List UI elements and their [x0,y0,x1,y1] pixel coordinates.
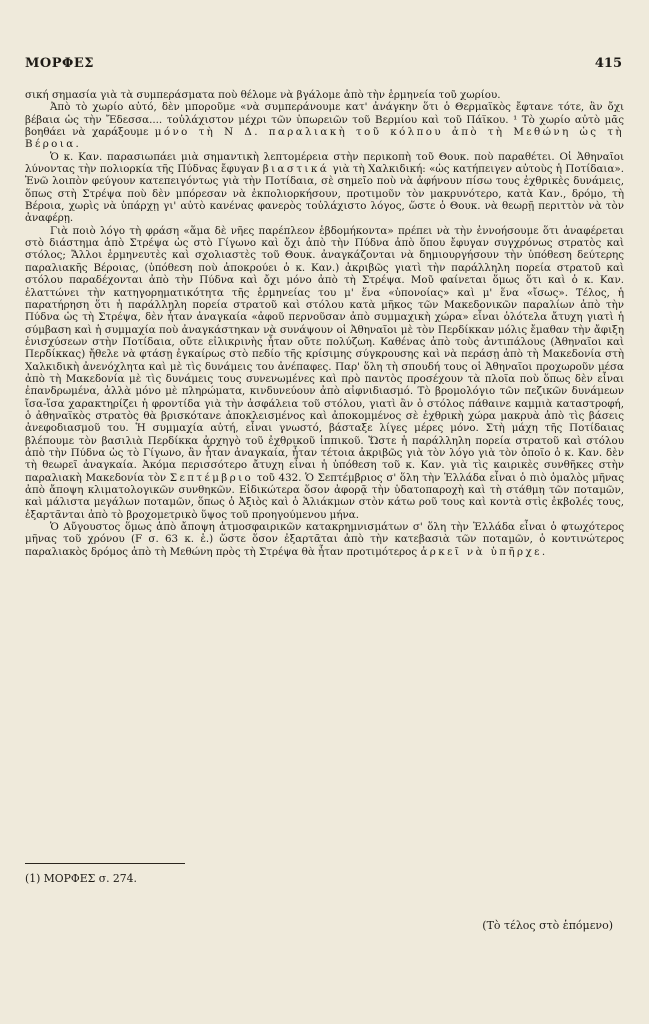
paragraph-4 [25,225,624,521]
journal-title: ΜΟΡΦΕΣ [25,56,94,71]
paragraph-3-text: Ὁ κ. Καν. παρασιωπάει μιὰ σημαντικὴ λεπτομέρεια στὴν περικοπὴ τοῦ Θουκ. ποὺ παραθέτει. Οἱ Ἀθηναῖοι λύνοντας τὴν πολιορκία τῆς Πύδνας ἔφυγαν [25,150,624,176]
footnote-divider [25,863,185,864]
footnote: (1) ΜΟΡΦΕΣ σ. 274. [25,872,137,885]
paragraph-3-rest: γιὰ τὴ Χαλκιδική: «ὡς κατήπειγεν αὐτοὺς ἡ Ποτίδαια». Ἑνῶ λοιπὸν φεύγουν κατεπειγόντως γιὰ τὴν Ποτίδαια, σὲ σημεῖο ποὺ νὰ ἀφήνουν πίσω τους ἐχθρικὲς δυνάμεις, ὅπως στὴ Στρέψα ποὺ δὲν μπόρεσαν νὰ ἐκπολιορκήσουν, προτιμοῦν τὸν μακρυνότερο, κατὰ Καν., δρόμο, τὴ Βέροια, χωρὶς νὰ ὑπάρχῃ γι' αὐτὸ κανένας φανερὸς τοὐλάχιστο λόγος, ὥστε ὁ Θουκ. νὰ θεωρῇ περιττὸν νὰ τὸν ἀναφέρῃ. [25,163,624,225]
page-number: 415 [594,56,622,71]
paragraph-1 [25,89,624,101]
paragraph-2 [25,101,624,150]
paragraph-5-text: Ὁ Αὔγουστος ὅμως ἀπὸ ἄποψη ἀτμοσφαιρικῶν κατακρημνισμάτων σ' ὅλη τὴν Ἑλλάδα εἶναι ὁ φτωχότερος μῆνας τοῦ χρόνου (F σ. 63 κ. ἑ.) ὥστε ὅσον ἐξαρτᾶται ἀπὸ τὴν κατεβασιὰ τῶν ποταμῶν, ὁ κοντινώτερος παραλιακὸς δρόμος ἀπὸ τὴ Μεθώνη πρὸς τὴ Στρέψα θὰ ἦταν προτιμότερος [25,521,624,558]
article-body [25,89,624,558]
paragraph-4-text: Γιὰ ποιὸ λόγο τὴ φράση «ἅμα δὲ νῆες παρέπλεον ἑβδομήκοντα» πρέπει νὰ τὴν ἐννοήσουμε ὅτι ἀναφέρεται στὸ διάστημα ἀπὸ Στρέψα ὡς στὸ Γίγωνο καὶ ὄχι ἀπὸ τὴν Πύδνα ἀπὸ ὅπου ἔφυγαν συγχρόνως στρατὸς καὶ στόλος; Ἄλλοι ἑρμηνευτὲς καὶ σχολιαστὲς τοῦ Θουκ. ἀναγκάζονται νὰ δημιουργήσουν τὴν ὑπόθεση δεύτερης παραλιακῆς Βέροιας, (ὑπόθεση ποὺ ἀποκρούει ὁ κ. Καν.) ἀκριβῶς γιατὶ τὴν παράλληλη πορεία στρατοῦ καὶ στόλου παραδέχονται ἀπὸ τὴν Πύδνα καὶ ὄχι μόνο ἀπὸ τὴ Στρέψα. Μοῦ φαίνεται ὅμως ὅτι καὶ ὁ κ. Καν. ἐλαττώνει τὴν κατηγορηματικότητα τῆς ἑρμηνείας του μ' ἕνα «ὑπονοίας» καὶ μ' ἕνα «ἴσως». Τέλος, ἡ παρατήρηση ὅτι ἡ παράλληλη πορεία στρατοῦ καὶ στόλου κατὰ μῆκος τῶν Μακεδονικῶν παραλίων ἀπὸ τὴν Πύδνα ὡς τὴ Στρέψα, δὲν ἦταν ἀναγκαία «ἀφοῦ περνοῦσαν ἀπὸ συμμαχικὴ χώρα» εἶναι ὁλότελα ἄτυχη γιατὶ ἡ σύμβαση καὶ ἡ συμμαχία ποὺ ἀναγκάστηκαν νὰ συνάψουν οἱ Ἀθηναῖοι μὲ τὸν Περδίκκαν μόλις ἔμαθαν τὴν ἄφιξη ἐνισχύσεων στὴν Ποτίδαια, οὔτε εἰλικρινὴς ἦταν οὔτε πολύζωη. Καθένας ἀπὸ τοὺς ἀντιπάλους (Ἀθηναῖοι καὶ Περδίκκας) ἤθελε νὰ φτάσῃ ἐγκαίρως στὸ πεδίο τῆς κρίσιμης σύγκρουσης καὶ νὰ περάσῃ ἀπὸ τὴ Μακεδονία στὴ Χαλκιδικὴ ἀνενόχλητα καὶ μὲ τὶς δυνάμεις του ἀνέπαφες. Παρ' ὅλη τὴ σπουδή τους οἱ Ἀθηναῖοι προχωροῦν μέσα ἀπὸ τὴ Μακεδονία μὲ τὶς δυνάμεις τους συνενωμένες καὶ πρὸ παντὸς προσέχουν τὰ πλοῖα ποὺ ὅπως δὲν εἶναι ἐπανδρωμένα, ἀλλὰ μόνο μὲ πληρώματα, κινδυνεύουν ἀπὸ αἰφνιδιασμό. Τὸ βρομολόγιο τῶν πεζικῶν δυνάμεων ἴσα-ἴσα χαρακτηρίζει ἡ φροντίδα γιὰ τὴν ἀσφάλεια τοῦ στόλου, γιατὶ ἂν ὁ στόλος πάθαινε καμμιὰ καταστροφή, ὁ ἀθηναϊκὸς στρατὸς θὰ βρισκότανε ἀποκλεισμένος καὶ ἀποκομμένος σὲ ἐχθρικὴ χώρα μακρυὰ ἀπὸ τὶς βάσεις ἀνεφοδιασμοῦ του. Ἡ συμμαχία αὐτή, εἶναι γνωστό, βάσταξε λίγες μέρες μόνο. Στὴ μάχη τῆς Ποτίδαιας βλέπουμε τὸν βασιλιὰ Περδίκκα ἀρχηγὸ τοῦ ἐχθρικοῦ ἱππικοῦ. Ὥστε ἡ παράλληλη πορεία στρατοῦ καὶ στόλου ἀπὸ τὴν Πύδνα ὡς τὸ Γίγωνο, ἂν ἦταν ἀναγκαία, ἦταν τέτοια ἀκριβῶς γιὰ τὸν λόγο γιὰ τὸν ὁποῖο ὁ κ. Καν. δὲν τὴ θεωρεῖ ἀναγκαία. Ἀκόμα περισσότερο ἄτυχη εἶναι ἡ ὑπόθεση τοῦ κ. Καν. γιὰ τὶς καιρικὲς συνθῆκες στὴν παραλιακὴ Μακεδονία τὸν [25,224,624,484]
paragraph-2-emphasis: μόνο τὴ Ν Δ. παραλιακὴ τοῦ κόλπου ἀπὸ τὴ Μεθώνη ὡς τὴ Βέροια. [25,126,624,151]
paragraph-4-emphasis: Σεπτέμβριο [169,471,254,484]
paragraph-3 [25,151,624,225]
page-header [25,56,622,76]
paragraph-4-rest: τοῦ 432. Ὁ Σεπτέμβριος σ' ὅλη τὴν Ἑλλάδα εἶναι ὁ πιὸ ὁμαλὸς μῆνας ἀπὸ ἄποψη κλιματολογικῶν συνθηκῶν. Εἰδικώτερα ὅσον ἀφορᾷ τὴν ὑδατοπαροχὴ καὶ τὴ στάθμη τῶν ποταμῶν, καὶ μάλιστα μεγάλων ποταμῶν, ὅπως ὁ Ἀξιὸς καὶ ὁ Ἁλιάκμων στὸν κάτω ροῦ τους καὶ κοντὰ στὶς ἐκβολές τους, ἐξαρτᾶνται ἀπὸ τὸ βροχομετρικὸ ὕψος τοῦ προηγούμενου μήνα. [25,471,624,521]
continued-note: (Τὸ τέλος στὸ ἑπόμενο) [482,919,613,932]
paragraph-2-text: Ἀπὸ τὸ χωρίο αὐτό, δὲν μποροῦμε «νὰ συμπεράνουμε κατ' ἀνάγκην ὅτι ὁ Θερμαϊκὸς ἔφτανε τότε, ἂν ὄχι βέβαια ὡς τὴν Ἔδεσσα.... τοὐλάχιστον μέχρι τῶν ὑπωρειῶν τοῦ Βερμίου καὶ τοῦ Πάϊκου. ¹ Τὸ χωρίο αὐτὸ μᾶς βοηθάει νὰ χαράξουμε [25,101,624,139]
paragraph-5-emphasis: ἀρκεῖ νὰ ὑπῆρχε. [420,545,548,558]
paragraph-3-emphasis: βιαστικά [262,163,330,176]
paragraph-5 [25,521,624,558]
paragraph-1-text: σική σημασία γιὰ τὰ συμπεράσματα ποὺ θέλομε νὰ βγάλομε ἀπὸ τὴν ἑρμηνεία τοῦ χωρίου. [25,89,501,101]
